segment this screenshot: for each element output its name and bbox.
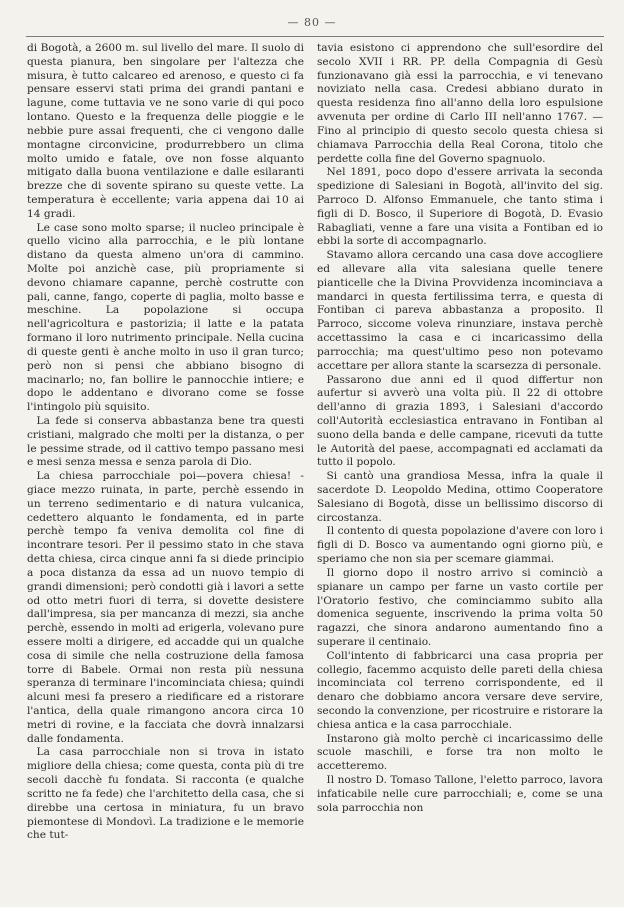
paragraph: La chiesa parrocchiale poi—povera chiesa! - giace mezzo ruinata, in parte, perchè essendo in un terreno sedimentario e di natura vulcanica, cedettero alquanto le fondamenta, ed in parte perchè tempo fa veniva demolita col fine di incontrare tesori. Per il pessimo stato in che stava detta chiesa, circa cinque anni fa si diede principio a poca distanza da essa ad un nuovo tempio di grandi dimensioni; però condotti già i lavori a sette od otto metri fuori di terra, si dovette desistere dall'impresa, sia per mancanza di mezzi, sia anche perchè, essendo in molti ad erigerla, volevano pure essere molti a dirigere, ed accadde qui un qualche cosa di simile che nella costruzione della famosa torre di Babele. Ormai non resta più nessuna speranza di terminare l'incominciata chiesa; quindi alcuni mesi fa presero a riedificare ed a ristorare l'antica, della quale rimangono ancora circa 10 metri di rovine, e la facciata che dovrà innalzarsi dalle fondamenta. — [27, 470, 304, 745]
paragraph: Nel 1891, poco dopo d'essere arrivata la seconda spedizione di Salesiani in Bogotà, all'invito del sig. Parroco D. Alfonso Emmanuele, che tanto stima i figli di D. Bosco, il Superiore di Bogotà, D. Evasio Rabagliati, venne a fare una visita a Fontiban ed io ebbi la sorte di accompagnarlo. — [317, 166, 603, 248]
paragraph: Il giorno dopo il nostro arrivo si cominciò a spianare un campo per farne un vasto cortile per l'Oratorio festivo, che cominciammo subito alla domenica seguente, inscrivendo la prima volta 50 ragazzi, che sinora andarono aumentando fino a superare il centinaio. — [317, 566, 603, 648]
right-column — [317, 42, 603, 816]
paragraph: tavia esistono ci apprendono che sull'esordire del secolo XVII i RR. PP. della Compagnia di Gesù funzionavano già essi la parrocchia, e vi tenevano noviziato nella casa. Credesi abbiano durato in questa residenza fino all'anno della loro espulsione avvenuta per ordine di Carlo III nell'anno 1767. — Fino al principio di questo secolo questa chiesa si chiamava Parrocchia della Real Corona, titolo che perdette colla fine del Governo spagnuolo. — [317, 42, 603, 165]
paragraph: Instarono già molto perchè ci incaricassimo delle scuole maschili, e forse tra non molto le accetteremo. — [317, 732, 603, 773]
paragraph: Passarono due anni ed il quod differtur non aufertur si avverò una volta più. Il 22 di ottobre dell'anno di grazia 1893, i Salesiani d'accordo coll'Autorità ecclesiastica entravano in Fontiban al suono della banda e delle campane, ricevuti da tutte le Autorità del paese, accompagnati ed acclamati da tutto il popolo. — [317, 373, 603, 469]
paragraph: Stavamo allora cercando una casa dove accogliere ed allevare alla vita salesiana quelle tenere pianticelle che la Divina Provvidenza incominciava a mandarci in questa fertilissima terra, e questa di Fontiban ci pareva abbastanza a proposito. Il Parroco, siccome voleva rinunziare, instava perchè accettassimo la casa e ci incaricassimo della parrocchia; ma quest'ultimo peso non potevamo accettare per allora stante la scarsezza di personale. — [317, 249, 603, 372]
paragraph: La fede si conserva abbastanza bene tra questi cristiani, malgrado che molti per la distanza, o per le pessime strade, od il cattivo tempo passano mesi e mesi senza messa e senza parola di Dio. — [27, 414, 304, 469]
paragraph: di Bogotà, a 2600 m. sul livello del mare. Il suolo di questa pianura, ben singolare per l'altezza che misura, è tutto calcareo ed arenoso, e questo ci fa pensare esservi stati prima dei grandi pantani e lagune, come tuttavia ve ne sono varie di qui poco lontano. Questo e la frequenza delle pioggie e le nebbie pure assai frequenti, che ci vengono dalle montagne circonvicine, produrrebbero un clima molto umido e fatale, ove non fosse alquanto mitigato dalla buona ventilazione e dalle esilaranti brezze che di sovente spirano su queste vette. La temperatura è eccellente; varia appena dai 10 ai 14 gradi. — [27, 42, 304, 220]
paragraph: Coll'intento di fabbricarci una casa propria per collegio, facemmo acquisto delle pareti della chiesa incominciata col terreno corrispondente, ed il denaro che dobbiamo ancora versare deve servire, secondo la convenzione, per ricostruire e ristorare la chiesa antica e la casa parrocchiale. — [317, 649, 603, 731]
paragraph: Le case sono molto sparse; il nucleo principale è quello vicino alla parrocchia, e le più lontane distano da questa almeno un'ora di cammino. Molte poi anzichè case, più propriamente si devono chiamare capanne, perchè costrutte con pali, canne, fango, coperte di paglia, molto basse e meschine. La popolazione si occupa nell'agricoltura e pastorizia; il latte e la patata formano il loro nutrimento principale. Nella cucina di queste genti è anche molto in uso il gran turco; però non si pensi che abbiano bisogno di macinarlo; no, fan bollire le pannocchie intiere; e dopo le addentano e divorano come se fosse l'intingolo più squisito. — [27, 221, 304, 414]
paragraph: Il nostro D. Tomaso Tallone, l'eletto parroco, lavora infaticabile nelle cure parrocchiali; e, come se una sola parrocchia non — [317, 774, 603, 814]
page-number: — 80 — — [287, 16, 337, 29]
paragraph: Si cantò una grandiosa Messa, infra la quale il sacerdote D. Leopoldo Medina, ottimo Cooperatore Salesiano di Bogotà, disse un bellissimo discorso di circostanza. — [317, 470, 603, 524]
header-rule — [26, 36, 604, 37]
left-column — [27, 42, 304, 843]
paragraph: La casa parrocchiale non si trova in istato migliore della chiesa; come questa, conta più di tre secoli dacchè fu fondata. Si racconta (e qualche scritto ne fa fede) che l'architetto della casa, che si direbbe una certosa in miniatura, fu un bravo piemontese di Mondovì. La tradizione e le memorie che tut- — [27, 746, 304, 842]
paragraph: Il contento di questa popolazione d'avere con loro i figli di D. Bosco va aumentando ogni giorno più, e speriamo che non sia per scemare giammai. — [317, 525, 603, 566]
